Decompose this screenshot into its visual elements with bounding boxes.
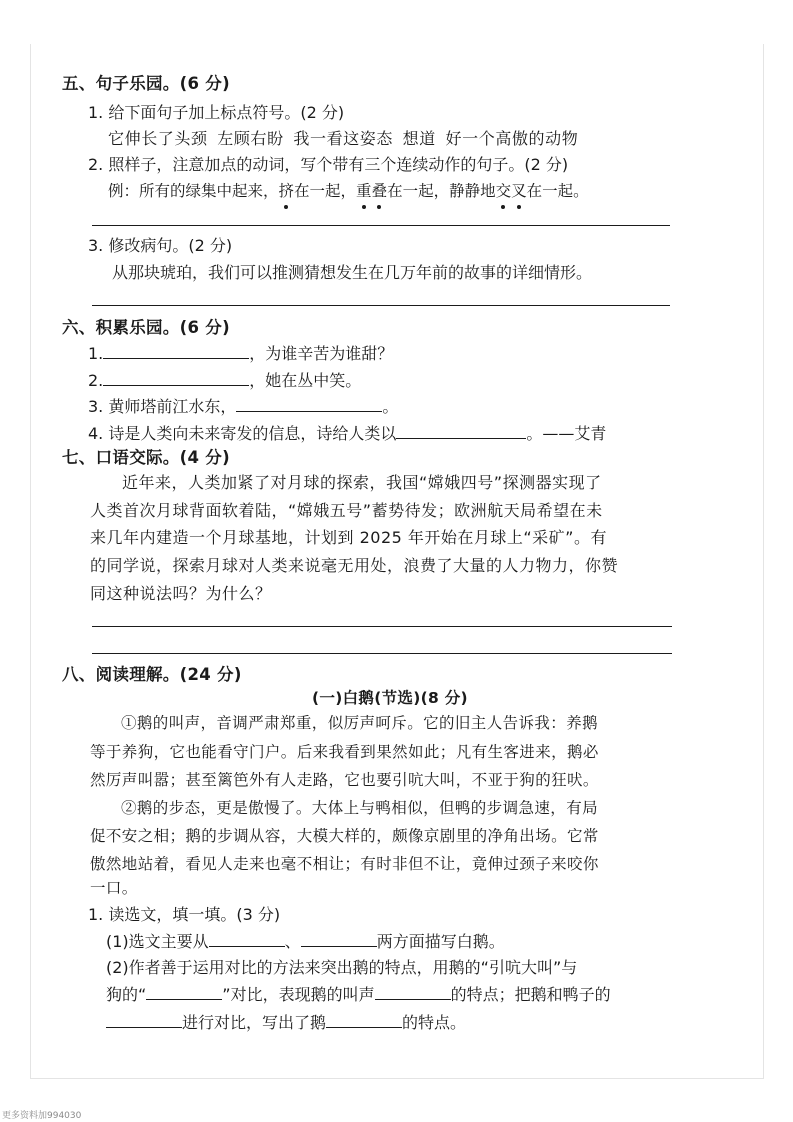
footer-note: 更多资料加994030: [2, 1111, 82, 1121]
passage-line: 傲然地站着，看见人走来也毫不相让；有时非但不让，竟伸过颈子来咬你: [90, 855, 599, 873]
attribution: 。——艾青: [526, 424, 607, 443]
s7-para-line: 同这种说法吗？为什么？: [90, 584, 272, 603]
s6-item-2: [88, 368, 361, 391]
example-text: 例：所有的绿集中起来，: [108, 182, 279, 200]
poem-line: ，她在丛中笑。: [249, 371, 362, 390]
s5-q3-title: 3. 修改病句。(2 分): [88, 236, 233, 255]
s7-para-line: 来几年内建造一个月球基地，计划到 2025 年开始在月球上“采矿”。有: [90, 528, 607, 547]
s6-item-4: [88, 421, 606, 444]
question-text: 的特点。: [402, 1013, 467, 1032]
fill-blank[interactable]: [209, 931, 285, 947]
example-text: 在一起，: [294, 182, 357, 200]
section-8-heading: 八、阅读理解。(24 分): [62, 665, 242, 684]
passage-line: 然厉声叫嚣；甚至篱笆外有人走路，它也要引吭大叫，不亚于狗的狂吠。: [90, 771, 599, 789]
question-text: 进行对比，写出了鹅: [182, 1013, 327, 1032]
s8-q1-part2-line3: [106, 1010, 466, 1033]
question-text: 两方面描写白鹅。: [376, 932, 505, 951]
s8-q1-part2: (2)作者善于运用对比的方法来突出鹅的特点，用鹅的“引吭大叫”与: [106, 958, 578, 977]
s7-para-line: 近年来，人类加紧了对月球的探索，我国“嫦娥四号”探测器实现了: [122, 473, 602, 492]
section-5-heading: 五、句子乐园。(6 分): [62, 74, 230, 93]
dotted-verb: 叠: [372, 179, 388, 201]
fill-blank[interactable]: [301, 931, 377, 947]
answer-line-s5-q2[interactable]: [92, 225, 670, 226]
question-text: 、: [284, 932, 301, 951]
passage-line: ①鹅的叫声，音调严肃郑重，似厉声呵斥。它的旧主人告诉我：养鹅: [121, 714, 599, 732]
passage-line: 促不安之相；鹅的步调从容，大模大样的，颇像京剧里的净角出场。它常: [90, 827, 599, 845]
dotted-verb: 叉: [511, 179, 527, 201]
poem-line: ，为谁辛苦为谁甜？: [249, 344, 394, 363]
passage-line: 等于养狗，它也能看守门户。后来我看到果然如此；凡有生客进来，鹅必: [90, 743, 599, 761]
example-text: 静静地: [449, 182, 496, 200]
s8-q1-part1: [106, 929, 505, 952]
poem-line: 4. 诗是人类向未来寄发的信息，诗给人类以: [88, 424, 397, 443]
s5-q3-text: 从那块琥珀，我们可以推测猜想发生在几万年前的故事的详细情形。: [112, 263, 593, 282]
section-7-heading: 七、口语交际。(4 分): [62, 448, 230, 467]
poem-line: 3. 黄师塔前江水东，: [88, 397, 237, 416]
question-text: 的特点；把鹅和鸭子的: [450, 985, 611, 1004]
dotted-verb: 交: [496, 179, 512, 201]
passage-title: (一)白鹅(节选)(8 分): [312, 689, 468, 707]
fill-blank[interactable]: [146, 984, 222, 1000]
question-text: 狗的“: [106, 985, 147, 1004]
fill-blank[interactable]: [396, 423, 526, 439]
passage-line: 一口。: [90, 879, 138, 897]
fill-blank[interactable]: [106, 1012, 182, 1028]
example-text: 在一起，: [387, 182, 450, 200]
s5-q2-example: [108, 179, 589, 201]
answer-line-s7-1[interactable]: [92, 626, 672, 627]
section-6-heading: 六、积累乐园。(6 分): [62, 318, 230, 337]
item-number: 2.: [88, 371, 104, 390]
s6-item-1: [88, 341, 393, 364]
s5-q1-text: 它伸长了头颈 左顾右盼 我一看这姿态 想道 好一个高傲的动物: [108, 129, 579, 148]
answer-line-s5-q3[interactable]: [92, 305, 670, 306]
dotted-verb: 重: [356, 179, 372, 201]
answer-line-s7-2[interactable]: [92, 653, 672, 654]
s5-q2-title: 2. 照样子，注意加点的动词，写个带有三个连续动作的句子。(2 分): [88, 155, 569, 174]
item-number: 1.: [88, 344, 104, 363]
question-text: (1)选文主要从: [106, 932, 209, 951]
dotted-verb: 挤: [279, 179, 295, 201]
s5-q1-title: 1. 给下面句子加上标点符号。(2 分): [88, 103, 345, 122]
punctuation: 。: [382, 397, 399, 416]
fill-blank[interactable]: [375, 984, 451, 1000]
example-text: 在一起。: [526, 182, 589, 200]
s7-para-line: 人类首次月球背面软着陆，“嫦娥五号”蓄势待发；欧洲航天局希望在未: [90, 501, 603, 520]
s8-q1-title: 1. 读选文，填一填。(3 分): [88, 905, 281, 924]
question-text: ”对比，表现鹅的叫声: [222, 985, 375, 1004]
fill-blank[interactable]: [236, 396, 382, 412]
s6-item-3: [88, 394, 398, 417]
passage-line: ②鹅的步态，更是傲慢了。大体上与鸭相似，但鸭的步调急速，有局: [121, 799, 599, 817]
s7-para-line: 的同学说，探索月球对人类来说毫无用处，浪费了大量的人力物力，你赞: [90, 556, 619, 575]
fill-blank[interactable]: [103, 343, 249, 359]
fill-blank[interactable]: [326, 1012, 402, 1028]
fill-blank[interactable]: [103, 370, 249, 386]
s8-q1-part2-line2: [106, 982, 611, 1005]
